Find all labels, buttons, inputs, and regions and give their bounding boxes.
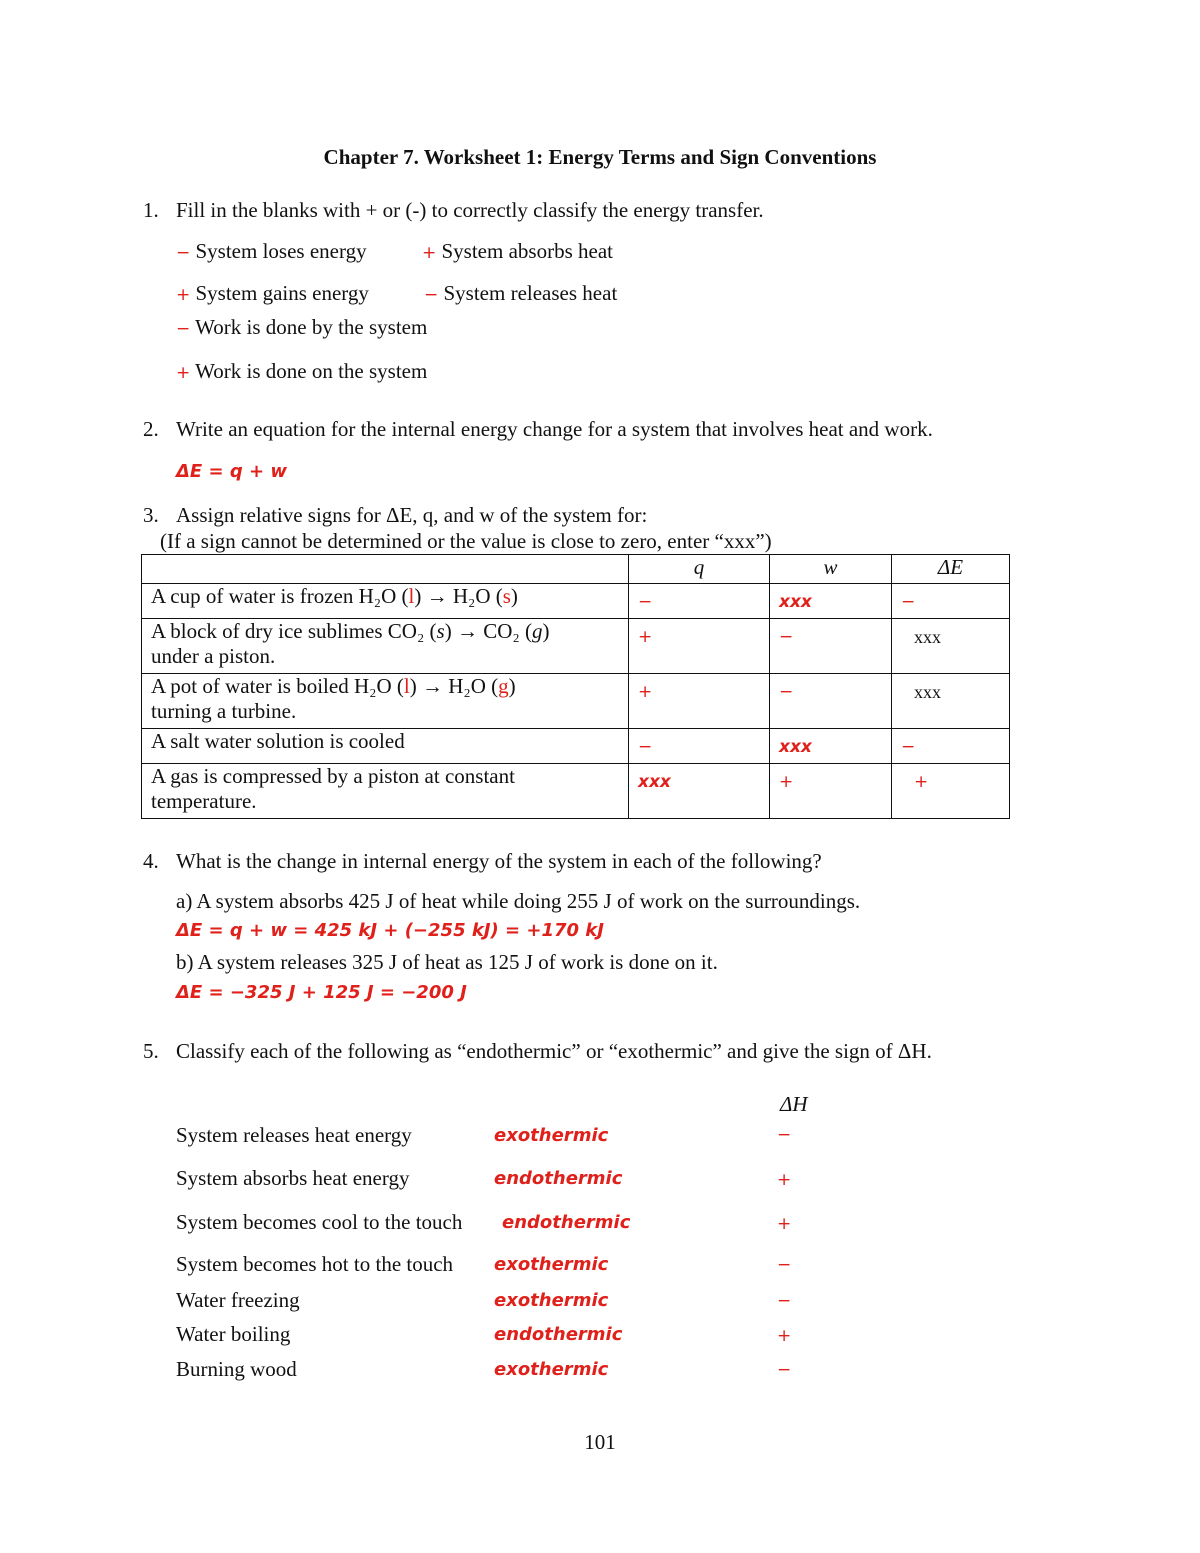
q4-part-b: b) A system releases 325 J of heat as 125 J of work is done on it. (176, 950, 718, 974)
row-description: A gas is compressed by a piston at constant temperature. (142, 764, 629, 819)
q5-item-answer: exothermic (494, 1254, 609, 1275)
q5-item-label: System becomes hot to the touch (176, 1252, 454, 1276)
cell-q: − (629, 584, 770, 619)
q5-item-label: System becomes cool to the touch (176, 1210, 463, 1234)
q5-item-sign: − (777, 1125, 792, 1145)
q1-item (176, 239, 367, 264)
header-blank (142, 555, 629, 584)
cell-delta-e: − (892, 584, 1010, 619)
row-description: A salt water solution is cooled (142, 729, 629, 764)
delta-h-header: ΔH (780, 1092, 808, 1116)
cell-w: + (770, 764, 892, 819)
q5-item-answer: endothermic (494, 1324, 623, 1345)
worksheet-title: Chapter 7. Worksheet 1: Energy Terms and Sign Conventions (323, 145, 877, 169)
q2-prompt: Write an equation for the internal energy change for a system that involves heat and work. (176, 417, 933, 441)
q5-item-answer: exothermic (494, 1359, 609, 1380)
q1-item-sign: − (176, 319, 191, 339)
page-number: 101 (584, 1430, 616, 1454)
table-row (142, 764, 1010, 819)
q2-number: 2. (143, 417, 159, 441)
table-row (142, 729, 1010, 764)
q1-item (176, 359, 427, 384)
q5-item-sign: − (777, 1255, 792, 1275)
q4-part-a: a) A system absorbs 425 J of heat while doing 255 J of work on the surroundings. (176, 889, 861, 913)
cell-q: + (629, 619, 770, 674)
q5-item-answer: endothermic (494, 1168, 623, 1189)
q5-item-sign: + (777, 1170, 792, 1190)
q5-item-answer: endothermic (502, 1212, 631, 1233)
q5-item-sign: − (777, 1360, 792, 1380)
q5-item-label: Water freezing (176, 1288, 300, 1312)
row-description: A pot of water is boiled H₂O (l) → H₂O (g) turning a turbine. (142, 674, 629, 729)
q1-number: 1. (143, 198, 159, 222)
q1-item-label: System releases heat (443, 281, 618, 305)
cell-w: − (770, 619, 892, 674)
q4-part-b-answer: ΔE = −325 J + 125 J = −200 J (176, 982, 467, 1003)
row-description: A cup of water is frozen H₂O (l) → H₂O (s) (142, 584, 629, 619)
q5-item-label: System absorbs heat energy (176, 1166, 410, 1190)
cell-w: − (770, 674, 892, 729)
q5-item-label: Burning wood (176, 1357, 297, 1381)
cell-q: xxx (629, 764, 770, 819)
header-w: w (770, 555, 892, 584)
q1-item (176, 315, 427, 340)
q5-item-sign: + (777, 1326, 792, 1346)
q1-item-label: System absorbs heat (441, 239, 613, 263)
q1-item-sign: − (424, 285, 439, 305)
q3-number: 3. (143, 503, 159, 527)
cell-w: xxx (770, 584, 892, 619)
q4-part-a-answer: ΔE = q + w = 425 kJ + (−255 kJ) = +170 kJ (176, 920, 604, 941)
q1-item-label: System loses energy (195, 239, 367, 263)
q5-prompt: Classify each of the following as “endothermic” or “exothermic” and give the sign of ΔH. (176, 1039, 932, 1063)
q3-note: (If a sign cannot be determined or the value is close to zero, enter “xxx”) (160, 529, 772, 553)
q1-item-label: Work is done on the system (195, 359, 428, 383)
header-q: q (629, 555, 770, 584)
q1-item-label: System gains energy (195, 281, 369, 305)
q4-prompt: What is the change in internal energy of the system in each of the following? (176, 849, 822, 873)
q4-number: 4. (143, 849, 159, 873)
q1-item-sign: + (422, 243, 437, 263)
cell-delta-e: xxx (892, 619, 1010, 674)
q5-item-answer: exothermic (494, 1125, 609, 1146)
q5-item-sign: + (777, 1214, 792, 1234)
table-row (142, 674, 1010, 729)
q1-item-sign: + (176, 285, 191, 305)
q1-item-sign: − (176, 243, 191, 263)
q1-item-sign: + (176, 363, 191, 383)
q5-item-label: Water boiling (176, 1322, 291, 1346)
q5-number: 5. (143, 1039, 159, 1063)
cell-w: xxx (770, 729, 892, 764)
cell-q: − (629, 729, 770, 764)
cell-delta-e: + (892, 764, 1010, 819)
row-description: A block of dry ice sublimes CO₂ (s) → CO₂ (g) under a piston. (142, 619, 629, 674)
q1-prompt: Fill in the blanks with + or (-) to correctly classify the energy transfer. (176, 198, 764, 222)
sign-table (141, 554, 1010, 819)
q2-answer: ΔE = q + w (176, 461, 287, 482)
cell-q: + (629, 674, 770, 729)
q1-item (424, 281, 617, 306)
q5-item-answer: exothermic (494, 1290, 609, 1311)
q1-item-label: Work is done by the system (195, 315, 428, 339)
header-delta-e: ΔE (892, 555, 1010, 584)
q1-item (176, 281, 369, 306)
q5-item-sign: − (777, 1291, 792, 1311)
cell-delta-e: − (892, 729, 1010, 764)
q3-prompt: Assign relative signs for ΔE, q, and w of the system for: (176, 503, 648, 527)
table-row (142, 584, 1010, 619)
q5-item-label: System releases heat energy (176, 1123, 412, 1147)
table-row (142, 619, 1010, 674)
cell-delta-e: xxx (892, 674, 1010, 729)
q1-item (422, 239, 613, 264)
table-header-row (142, 555, 1010, 584)
